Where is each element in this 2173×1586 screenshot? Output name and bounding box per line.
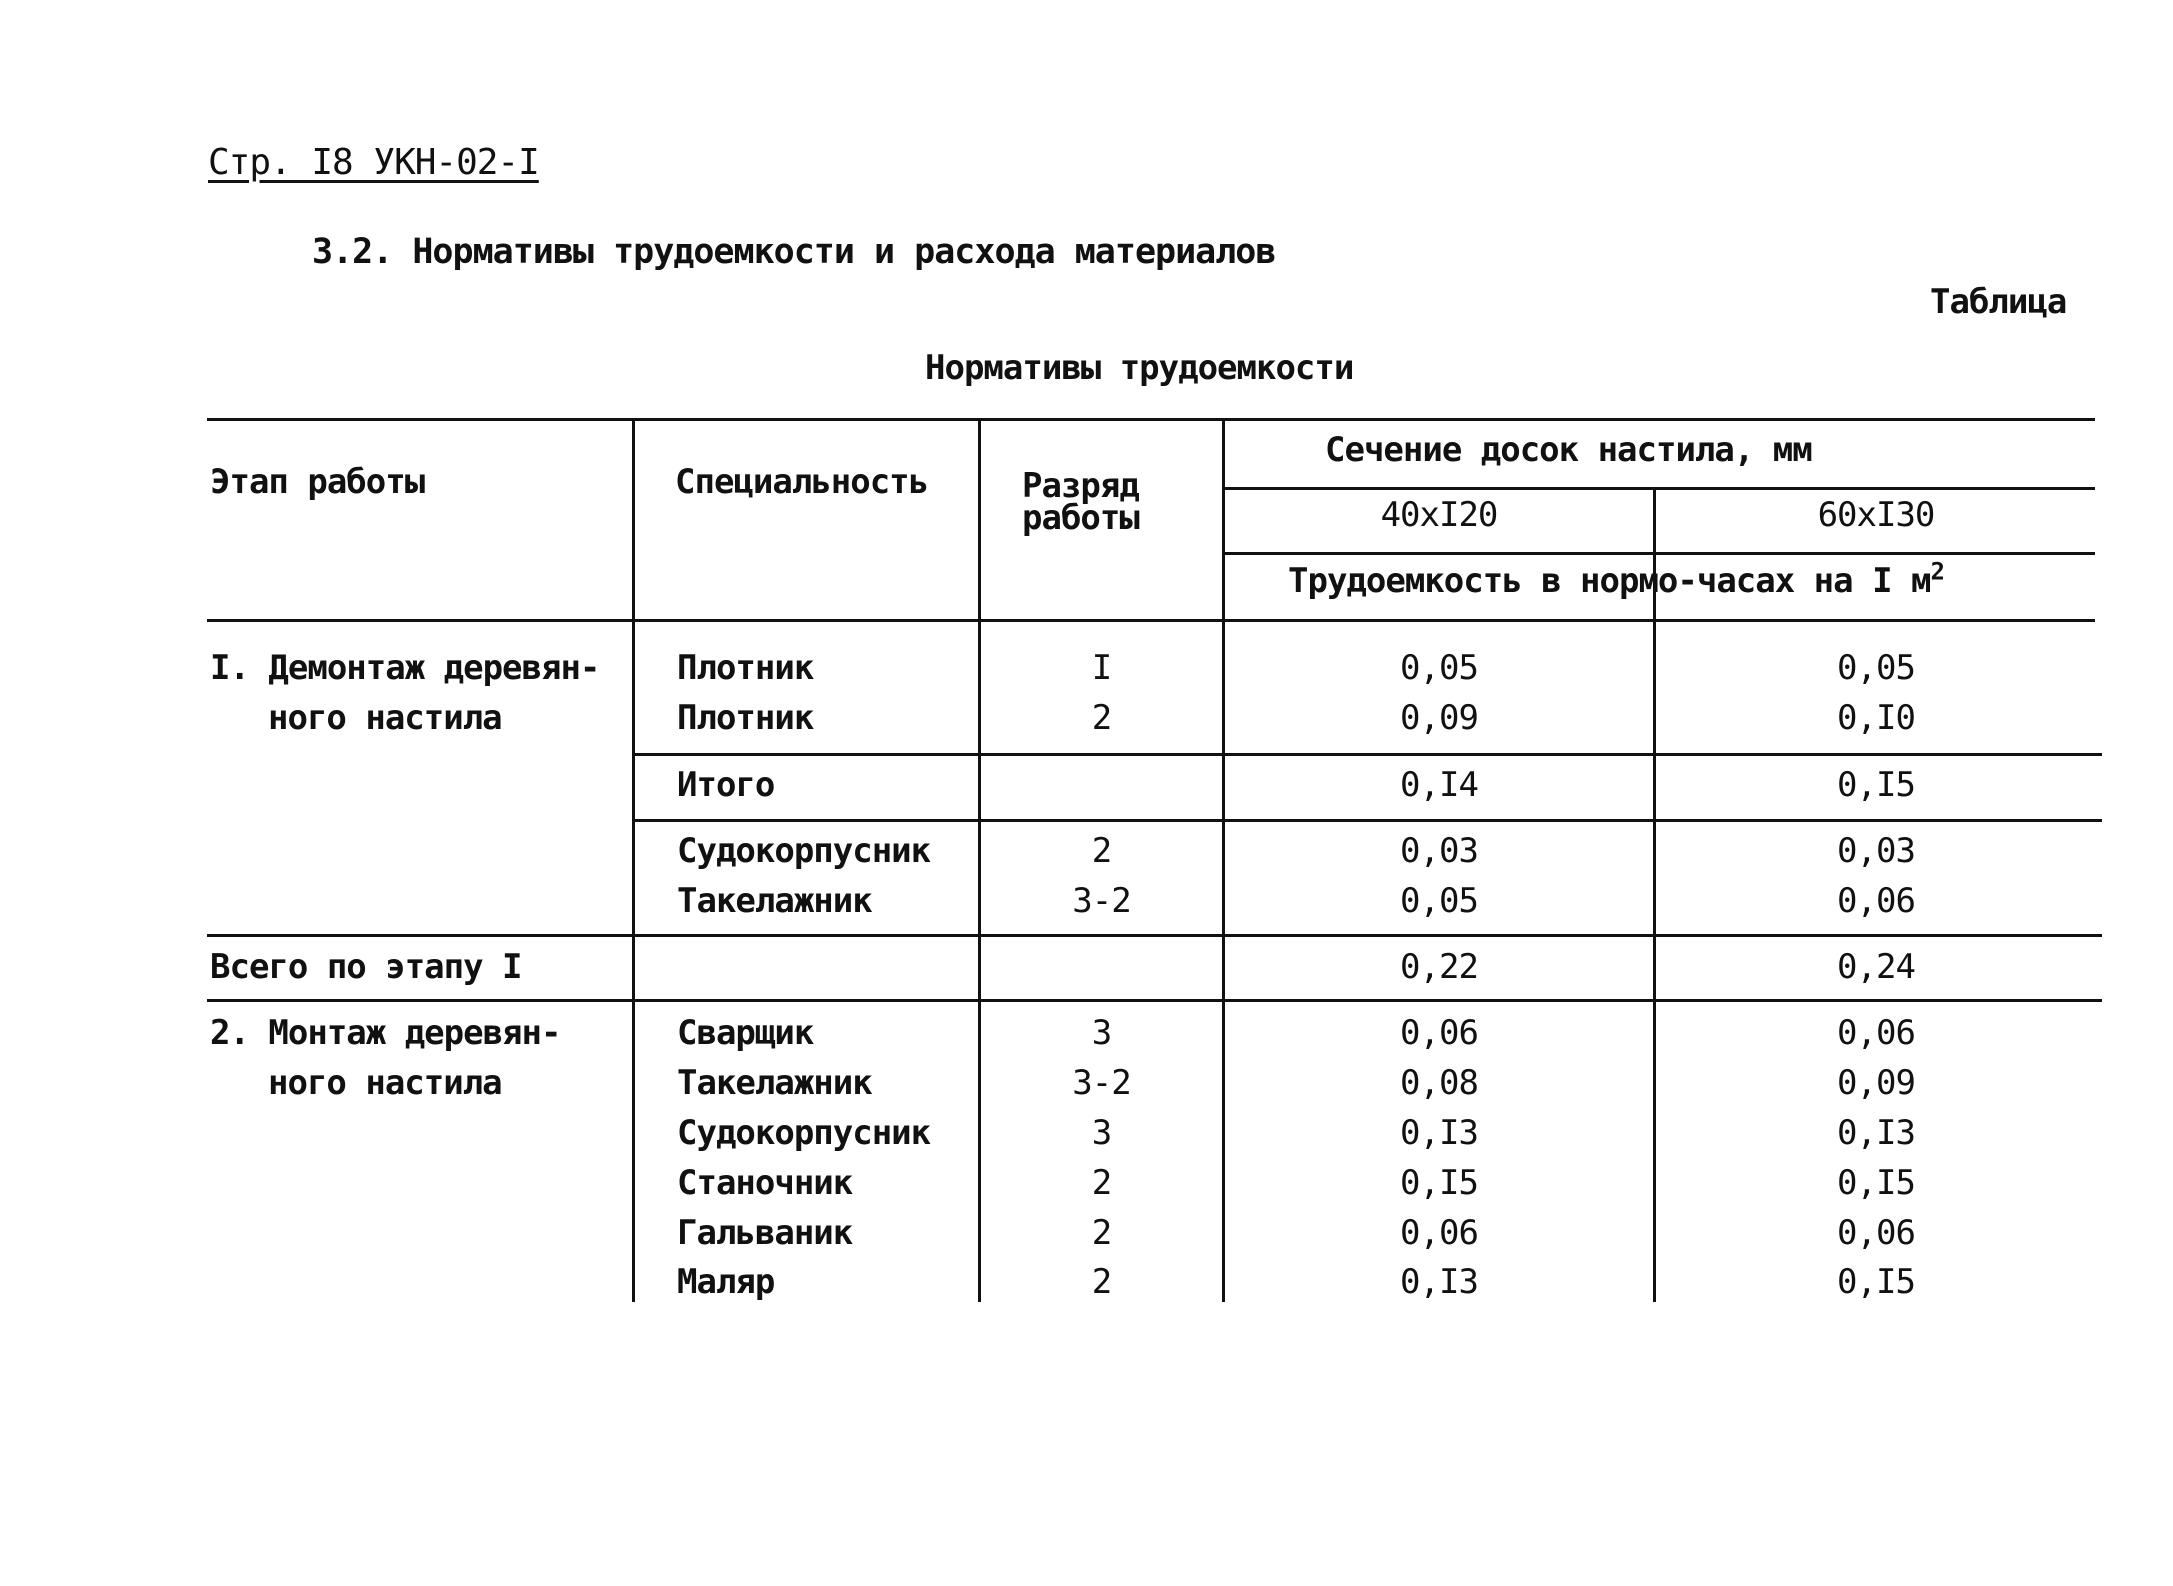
table-row-value-b: 0,06 [1837,1213,1915,1253]
table-row-value-a: 0,06 [1400,1213,1478,1253]
subtotal-top-rule [632,753,2102,756]
table-row-value-b: 0,03 [1837,831,1915,871]
header-stage: Этап работы [210,462,425,502]
section-title: 3.2. Нормативы трудоемкости и расхода материалов [312,232,1276,272]
col-divider-1 [632,418,635,1302]
table-row-value-a: 0,06 [1400,1013,1478,1053]
table-row-grade: 2 [1091,1163,1112,1203]
subtotal-value-a: 0,I4 [1400,765,1478,805]
table-row-grade: 2 [1091,831,1112,871]
table-row-grade: I [1091,648,1112,688]
table-top-rule [207,418,2095,421]
table-row-value-a: 0,05 [1400,881,1478,921]
stage1-title-line2: ного настила [268,698,502,738]
table-row-value-b: 0,05 [1837,648,1915,688]
subtotal-value-b: 0,I5 [1837,765,1915,805]
table-row-value-a: 0,05 [1400,648,1478,688]
header-specialty: Специальность [675,462,929,502]
table-row-value-b: 0,I5 [1837,1163,1915,1203]
table-row-specialty: Плотник [677,648,814,688]
table-row-specialty: Судокорпусник [677,831,931,871]
table-row-value-b: 0,I3 [1837,1113,1915,1153]
table-row-grade: 3-2 [1072,881,1131,921]
stage1-title-line1: I. Демонтаж деревян- [210,648,600,688]
table-row-grade: 3 [1091,1013,1112,1053]
table-row-value-b: 0,I5 [1837,1262,1915,1302]
table-row-value-b: 0,09 [1837,1063,1915,1103]
superscript-two: 2 [1930,557,1944,586]
table-row-specialty: Сварщик [677,1013,814,1053]
table-row-value-a: 0,I3 [1400,1262,1478,1302]
table-row-grade: 2 [1091,1213,1112,1253]
table-label: Таблица [1930,282,2067,322]
stage1-total-label: Всего по этапу I [210,947,522,987]
table-row-grade: 3 [1091,1113,1112,1153]
stage2-title-line1: 2. Монтаж деревян- [210,1013,561,1053]
table-row-value-a: 0,08 [1400,1063,1478,1103]
stage1-total-top-rule [207,934,2102,937]
table-row-value-a: 0,I5 [1400,1163,1478,1203]
header-labor-unit: Трудоемкость в нормо-часах на I $м^2$ [1288,557,1944,601]
subtotal-bottom-rule [632,819,2102,822]
header-col-a: 40xI20 [1380,495,1498,535]
table-row-grade: 3-2 [1072,1063,1131,1103]
table-row-specialty: Такелажник [677,1063,872,1103]
header-grade-line1: Разряд [1022,466,1139,506]
header-section-group: Сечение досок настила, мм [1325,430,1812,470]
stage1-total-value-b: 0,24 [1837,947,1915,987]
table-row-specialty: Станочник [677,1163,853,1203]
table-row-value-a: 0,09 [1400,698,1478,738]
stage1-total-bottom-rule [207,999,2102,1002]
stage2-title-line2: ного настила [268,1063,502,1103]
table-row-grade: 2 [1091,1262,1112,1302]
header-col-b: 60xI30 [1817,495,1935,535]
table-row-value-a: 0,I3 [1400,1113,1478,1153]
table-row-specialty: Плотник [677,698,814,738]
col-size-rule [1222,552,2095,555]
section-group-rule [1222,487,2095,490]
table-caption: Нормативы трудоемкости [925,348,1354,388]
table-row-value-b: 0,06 [1837,1013,1915,1053]
table-row-specialty: Гальваник [677,1213,853,1253]
table-row-specialty: Такелажник [677,881,872,921]
subtotal-label: Итого [677,765,775,805]
table-row-value-a: 0,03 [1400,831,1478,871]
table-row-value-b: 0,I0 [1837,698,1915,738]
stage1-total-value-a: 0,22 [1400,947,1478,987]
table-row-specialty: Судокорпусник [677,1113,931,1153]
table-row-grade: 2 [1091,698,1112,738]
header-bottom-rule [207,619,2095,622]
table-row-specialty: Маляр [677,1262,775,1302]
table-row-value-b: 0,06 [1837,881,1915,921]
header-grade-line2: работы [1022,498,1139,538]
page-reference: Стр. I8 УКН-02-I [208,142,539,183]
